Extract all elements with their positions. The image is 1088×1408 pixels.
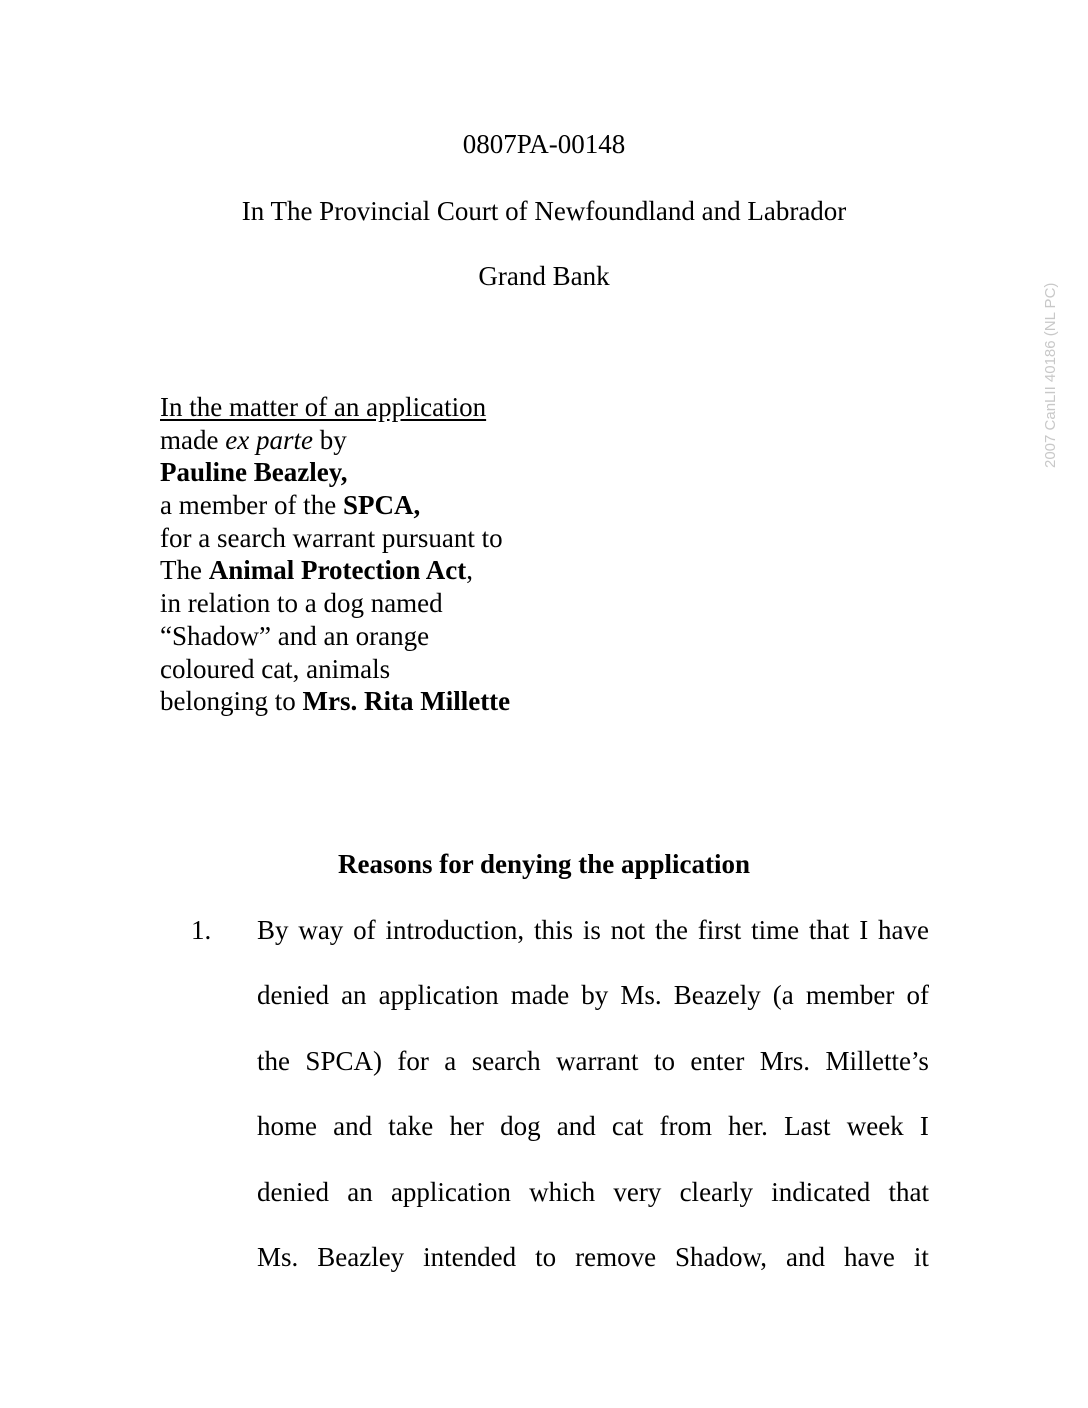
- matter-line-7: in relation to a dog named: [160, 588, 443, 619]
- matter-line-4: a member of the SPCA,: [160, 490, 421, 521]
- matter-line-9: coloured cat, animals: [160, 653, 391, 684]
- matter-line-1: In the matter of an application: [160, 392, 487, 422]
- court-location: Grand Bank: [478, 261, 610, 291]
- applicant-name: Pauline Beazley,: [160, 457, 348, 488]
- court-name: In The Provincial Court of Newfoundland and Labrador: [241, 196, 847, 226]
- style-of-cause: [160, 391, 510, 718]
- paragraph-line: denied an application made by Ms. Beazely (a member of: [257, 980, 929, 1011]
- reasons-heading: Reasons for denying the application: [337, 849, 751, 879]
- paragraph-number: 1.: [191, 915, 212, 945]
- paragraph-line: the SPCA) for a search warrant to enter Mrs. Millette’s: [257, 1045, 929, 1076]
- paragraph-1: [257, 914, 929, 1306]
- matter-line-8: “Shadow” and an orange: [160, 620, 430, 651]
- paragraph-line: By way of introduction, this is not the first time that I have: [257, 915, 929, 945]
- matter-line-5: for a search warrant pursuant to: [160, 522, 503, 553]
- paragraph-line: Ms. Beazley intended to remove Shadow, and have it: [257, 1241, 929, 1272]
- citation-watermark: 2007 CanLII 40186 (NL PC): [1042, 282, 1059, 468]
- paragraph-line: home and take her dog and cat from her. Last week I: [257, 1111, 929, 1142]
- matter-line-6: The Animal Protection Act,: [160, 555, 473, 586]
- paragraph-line: denied an application which very clearly indicated that: [257, 1176, 929, 1207]
- matter-line-2: made ex parte by: [160, 424, 347, 455]
- matter-line-10: belonging to Mrs. Rita Millette: [160, 686, 511, 717]
- file-number: 0807PA-00148: [462, 129, 626, 159]
